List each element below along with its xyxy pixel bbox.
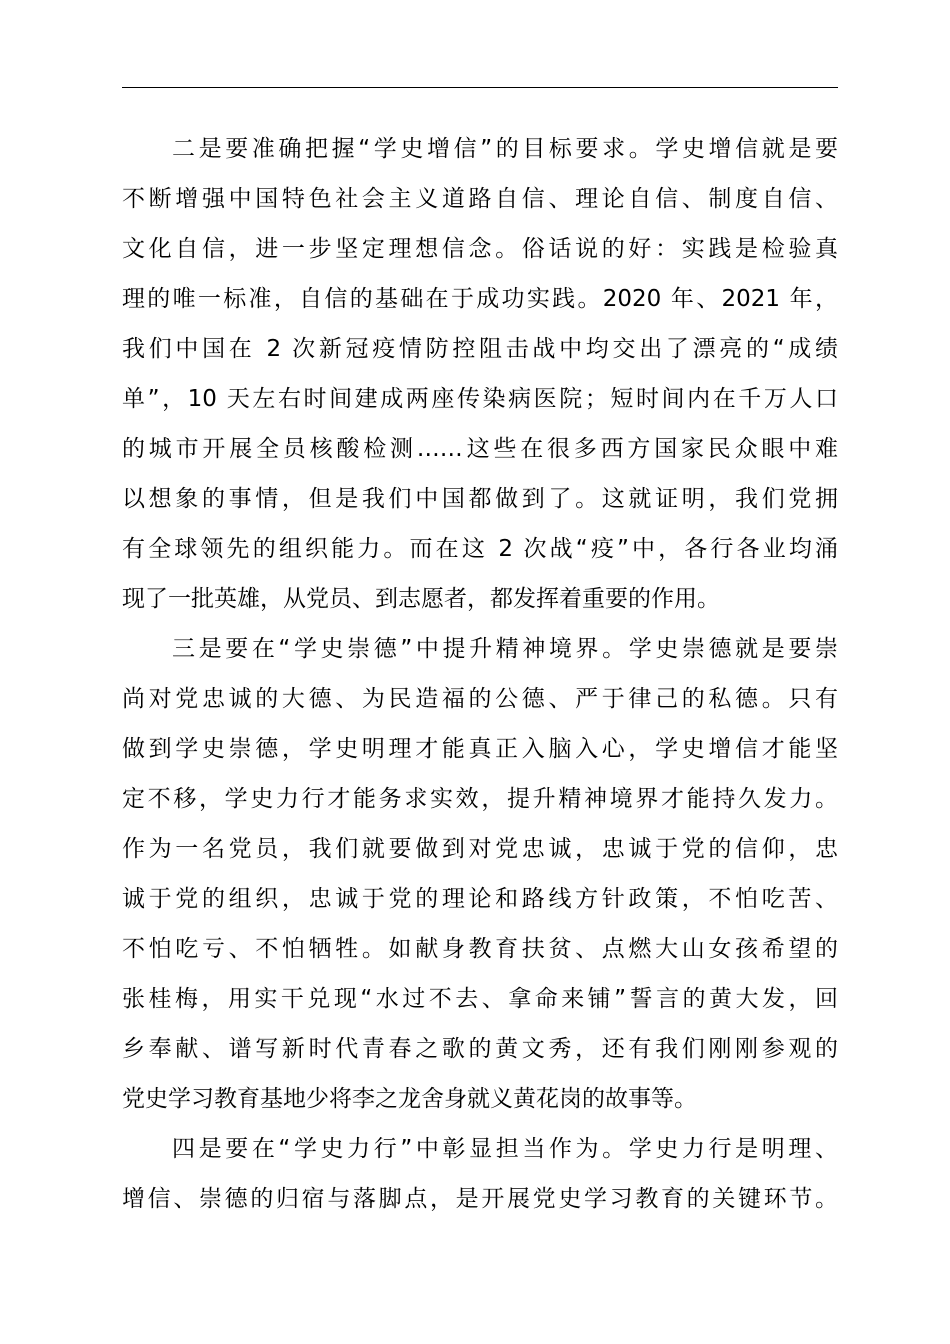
paragraph-line: 做到学史崇德，学史明理才能真正入脑入心，学史增信才能坚 — [122, 736, 838, 762]
paragraph-line: 党史学习教育基地少将李之龙舍身就义黄花岗的故事等。 — [122, 1086, 697, 1112]
paragraph-line: 乡奉献、谱写新时代青春之歌的黄文秀，还有我们刚刚参观的 — [122, 1036, 838, 1062]
paragraph-line: 单”，10 天左右时间建成两座传染病医院；短时间内在千万人口 — [122, 386, 838, 412]
paragraph-line: 不断增强中国特色社会主义道路自信、理论自信、制度自信、 — [122, 186, 838, 212]
paragraph-line: 理的唯一标准，自信的基础在于成功实践。2020 年、2021 年， — [122, 286, 838, 312]
header-rule — [122, 87, 838, 88]
paragraph-line: 二是要准确把握“学史增信”的目标要求。学史增信就是要 — [172, 136, 838, 162]
paragraph-line: 尚对党忠诚的大德、为民造福的公德、严于律己的私德。只有 — [122, 686, 838, 712]
paragraph-line: 增信、崇德的归宿与落脚点，是开展党史学习教育的关键环节。 — [122, 1186, 838, 1212]
paragraph-line: 现了一批英雄，从党员、到志愿者，都发挥着重要的作用。 — [122, 586, 720, 612]
paragraph-line: 定不移，学史力行才能务求实效，提升精神境界才能持久发力。 — [122, 786, 838, 812]
paragraph-line: 以想象的事情，但是我们中国都做到了。这就证明，我们党拥 — [122, 486, 838, 512]
paragraph-line: 有全球领先的组织能力。而在这 2 次战“疫”中，各行各业均涌 — [122, 536, 838, 562]
paragraph-line: 的城市开展全员核酸检测……这些在很多西方国家民众眼中难 — [122, 436, 838, 462]
paragraph-line: 文化自信，进一步坚定理想信念。俗话说的好：实践是检验真 — [122, 236, 838, 262]
paragraph-line: 三是要在“学史崇德”中提升精神境界。学史崇德就是要崇 — [172, 636, 838, 662]
paragraph-line: 诚于党的组织，忠诚于党的理论和路线方针政策，不怕吃苦、 — [122, 886, 838, 912]
paragraph-line: 我们中国在 2 次新冠疫情防控阻击战中均交出了漂亮的“成绩 — [122, 336, 838, 362]
paragraph-line: 作为一名党员，我们就要做到对党忠诚，忠诚于党的信仰，忠 — [122, 836, 838, 862]
paragraph-line: 不怕吃亏、不怕牺牲。如献身教育扶贫、点燃大山女孩希望的 — [122, 936, 838, 962]
paragraph-line: 张桂梅，用实干兑现“水过不去、拿命来铺”誓言的黄大发，回 — [122, 986, 838, 1012]
paragraph-line: 四是要在“学史力行”中彰显担当作为。学史力行是明理、 — [172, 1136, 838, 1162]
